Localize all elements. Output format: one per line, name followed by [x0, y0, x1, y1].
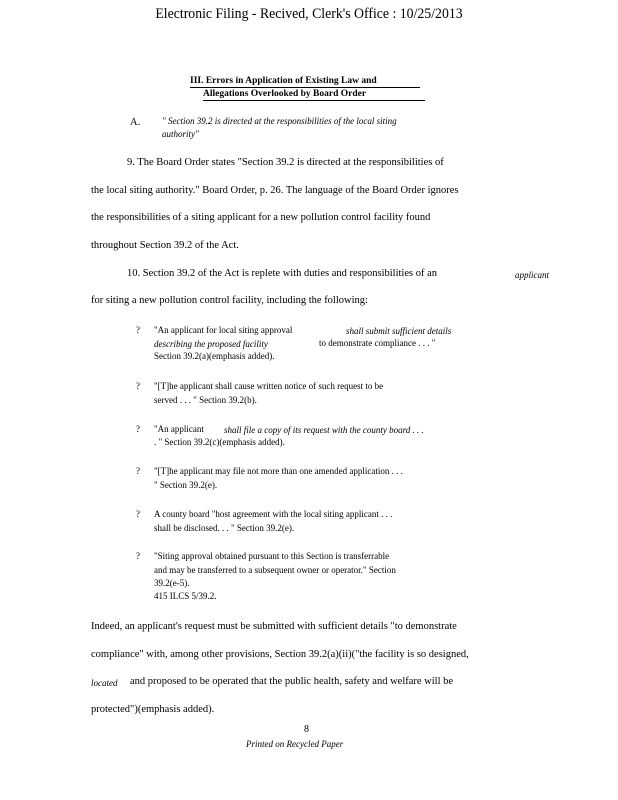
page-number: 8 [304, 724, 309, 735]
closing-line2: compliance" with, among other provisions, Section 39.2(a)(ii)("the facility is so designed, [91, 649, 469, 660]
bullet-mark: ? [136, 509, 140, 519]
footer-text: Printed on Recycled Paper [246, 739, 344, 749]
closing-line3-located: located [91, 678, 118, 688]
subheading-line2: authority" [162, 129, 199, 139]
paragraph-9-line2: the local siting authority." Board Order, p. 26. The language of the Board Order ignores [91, 185, 459, 196]
paragraph-10-applicant: applicant [515, 270, 549, 280]
paragraph-10-line1: 10. Section 39.2 of the Act is replete with duties and responsibilities of an [127, 268, 437, 279]
paragraph-9-line3: the responsibilities of a siting applicant for a new pollution control facility found [91, 212, 431, 223]
bullet-mark: ? [136, 381, 140, 391]
paragraph-10-line2: for siting a new pollution control facility, including the following: [91, 295, 368, 306]
bullet-mark: ? [136, 466, 140, 476]
bullet-mark: ? [136, 551, 140, 561]
bullet-6-line4: 415 ILCS 5/39.2. [154, 591, 217, 601]
bullet-2-line2: served . . . " Section 39.2(b). [154, 395, 257, 405]
bullet-mark: ? [136, 424, 140, 434]
bullet-1-line2b: to demonstrate compliance . . . " [319, 338, 436, 348]
bullet-3-line1a: "An applicant [154, 424, 204, 434]
filing-header: Electronic Filing - Recived, Clerk's Office : 10/25/2013 [155, 6, 463, 22]
bullet-5-line2: shall be disclosed. . . " Section 39.2(e). [154, 523, 295, 533]
bullet-mark: ? [136, 325, 140, 335]
closing-line4: protected")(emphasis added). [91, 704, 215, 715]
bullet-6-line2: and may be transferred to a subsequent owner or operator." Section [154, 565, 396, 575]
bullet-5-line1: A county board "host agreement with the local siting applicant . . . [154, 509, 393, 519]
section-heading-line1: III. Errors in Application of Existing Law and [190, 76, 420, 88]
subheading-line1: " Section 39.2 is directed at the responsibilities of the local siting [162, 116, 397, 126]
subheading-letter: A. [130, 117, 141, 128]
bullet-1-line1b: shall submit sufficient details [346, 326, 452, 336]
paragraph-9-line4: throughout Section 39.2 of the Act. [91, 240, 239, 251]
section-heading-line2: Allegations Overlooked by Board Order [203, 89, 425, 101]
bullet-3-line1b: shall file a copy of its request with the county board . . . [224, 425, 424, 435]
paragraph-9-line1: 9. The Board Order states "Section 39.2 is directed at the responsibilities of [127, 157, 444, 168]
bullet-1-line1a: "An applicant for local siting approval [154, 325, 293, 335]
bullet-3-line2: . " Section 39.2(c)(emphasis added). [154, 437, 285, 447]
bullet-6-line3: 39.2(e-5). [154, 578, 190, 588]
bullet-2-line1: "[T]he applicant shall cause written notice of such request to be [154, 381, 384, 391]
closing-line3: and proposed to be operated that the public health, safety and welfare will be [130, 676, 454, 687]
bullet-4-line1: "[T]he applicant may file not more than one amended application . . . [154, 466, 403, 476]
bullet-1-line2a: describing the proposed facility [154, 339, 268, 349]
bullet-1-line3: Section 39.2(a)(emphasis added). [154, 351, 275, 361]
closing-line1: Indeed, an applicant's request must be submitted with sufficient details "to demonstrate [91, 621, 457, 632]
bullet-4-line2: " Section 39.2(e). [154, 480, 218, 490]
bullet-6-line1: "Siting approval obtained pursuant to this Section is transferrable [154, 551, 390, 561]
